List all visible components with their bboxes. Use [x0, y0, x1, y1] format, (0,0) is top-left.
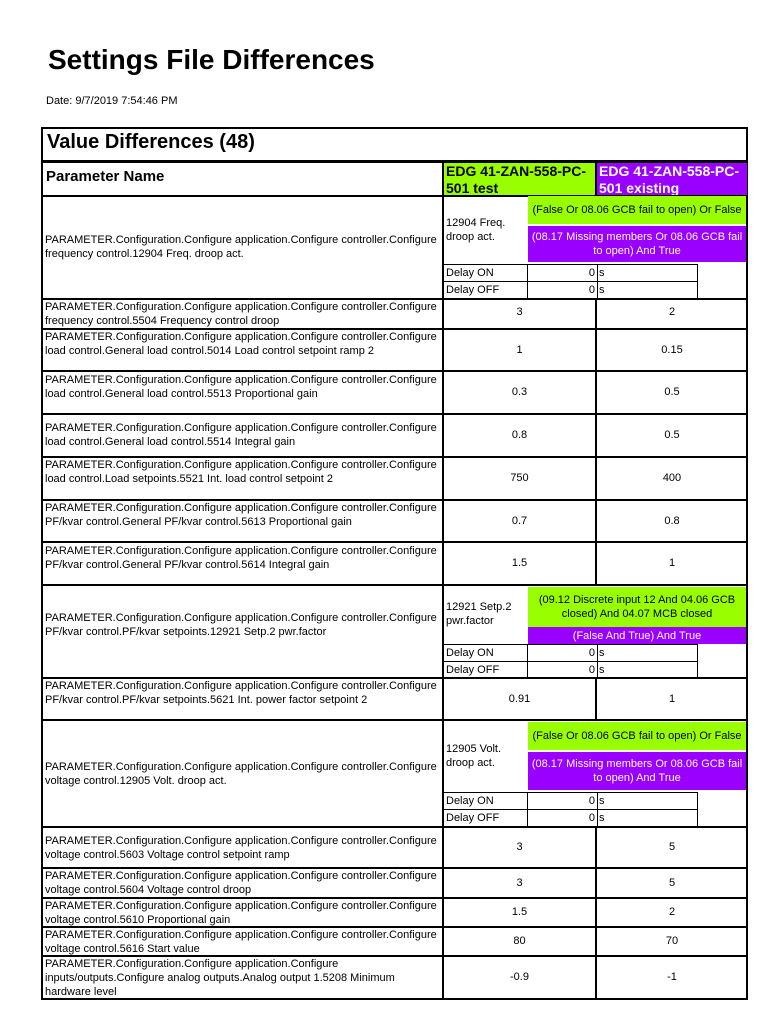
delay-off-value: 0 [588, 812, 595, 824]
test-value: 80 [513, 935, 526, 947]
logic-label: 12905 Volt. droop act. [446, 743, 502, 769]
parameter-name: PARAMETER.Configuration.Configure application.Configure controller.Configure load control.General load control.5014 Load control setpoint ramp 2 [45, 331, 437, 357]
row-divider [43, 719, 747, 721]
existing-value: 0.5 [664, 429, 680, 441]
existing-value: 1 [668, 557, 676, 569]
parameter-name: PARAMETER.Configuration.Configure application.Configure controller.Configure PF/kvar control.PF/kvar setpoints.12921 Setp.2 pwr.factor [45, 612, 437, 638]
existing-value: 0.5 [664, 386, 680, 398]
delay-divider [443, 809, 698, 810]
delay-divider [443, 281, 698, 282]
test-value: 750 [510, 472, 529, 484]
delay-off-unit: s [599, 812, 605, 824]
existing-value: 5 [668, 841, 676, 853]
parameter-name: PARAMETER.Configuration.Configure application.Configure controller.Configure voltage control.5616 Start value [45, 929, 437, 955]
delay-divider [527, 264, 528, 299]
existing-value: 0.15 [661, 344, 683, 356]
existing-expression: (08.17 Missing members Or 08.06 GCB fail to open) And True [528, 752, 746, 790]
parameter-name: PARAMETER.Configuration.Configure application.Configure controller.Configure voltage control.12905 Volt. droop act. [45, 761, 437, 787]
section-title: Value Differences (48) [47, 131, 255, 153]
delay-off-label: Delay OFF [446, 284, 500, 296]
existing-value: 70 [665, 935, 679, 947]
delay-off-label: Delay OFF [446, 812, 500, 824]
delay-on-value: 0 [588, 795, 595, 807]
row-divider [43, 541, 747, 543]
delay-off-label: Delay OFF [446, 664, 500, 676]
parameter-name: PARAMETER.Configuration.Configure application.Configure controller.Configure PF/kvar control.PF/kvar setpoints.5621 Int. power factor setpoint 2 [45, 680, 437, 706]
parameter-name: PARAMETER.Configuration.Configure application.Configure controller.Configure voltage control.5610 Proportional gain [45, 900, 437, 926]
test-value: 3 [516, 306, 523, 318]
test-expression: (09.12 Discrete input 12 And 04.06 GCB closed) And 04.07 MCB closed [528, 587, 746, 627]
parameter-name: PARAMETER.Configuration.Configure application.Configure controller.Configure voltage control.5604 Voltage control droop [45, 870, 437, 896]
delay-divider [597, 264, 598, 299]
delay-off-value: 0 [588, 664, 595, 676]
parameter-name: PARAMETER.Configuration.Configure application.Configure controller.Configure voltage control.5603 Voltage control setpoint ramp [45, 835, 437, 861]
test-value: 0.3 [511, 386, 528, 398]
test-value: 1 [516, 344, 523, 356]
delay-off-unit: s [599, 664, 605, 676]
column-header-parameter: Parameter Name [46, 168, 165, 185]
parameter-name: PARAMETER.Configuration.Configure application.Configure controller.Configure PF/kvar control.General PF/kvar control.5613 Proportional gain [45, 502, 437, 528]
test-value: 1.5 [511, 906, 528, 918]
delay-divider [527, 792, 528, 827]
parameter-name: PARAMETER.Configuration.Configure application.Configure inputs/outputs.Configure analog outputs.Analog output 1.5208 Minimum hardware level [45, 958, 395, 998]
test-value: 0.91 [508, 693, 531, 705]
test-value: 3 [516, 841, 523, 853]
existing-value: 1 [668, 693, 676, 705]
test-expression: (False Or 08.06 GCB fail to open) Or False [528, 722, 746, 750]
page-title: Settings File Differences [48, 44, 375, 75]
parameter-name: PARAMETER.Configuration.Configure application.Configure controller.Configure load control.Load setpoints.5521 Int. load control setpoint 2 [45, 459, 437, 485]
delay-off-value: 0 [588, 284, 595, 296]
existing-value: 400 [662, 472, 682, 484]
parameter-name: PARAMETER.Configuration.Configure application.Configure controller.Configure load control.General load control.5514 Integral gain [45, 422, 437, 448]
delay-on-value: 0 [588, 267, 595, 279]
delay-on-unit: s [599, 267, 605, 279]
test-expression: (False Or 08.06 GCB fail to open) Or False [528, 196, 746, 224]
existing-value: 5 [668, 877, 676, 889]
delay-on-label: Delay ON [446, 647, 494, 659]
delay-on-label: Delay ON [446, 267, 494, 279]
delay-divider [527, 644, 528, 679]
logic-label: 12904 Freq. droop act. [446, 217, 506, 243]
delay-divider [443, 661, 698, 662]
parameter-name: PARAMETER.Configuration.Configure application.Configure controller.Configure load control.General load control.5513 Proportional gain [45, 374, 437, 400]
test-value: 1.5 [511, 557, 528, 569]
logic-label: 12921 Setp.2 pwr.factor [446, 601, 512, 627]
delay-on-unit: s [599, 647, 605, 659]
test-value: 0.7 [511, 515, 528, 527]
row-divider [43, 413, 747, 415]
column-divider [595, 298, 597, 584]
delay-divider [597, 644, 598, 679]
test-value: 3 [516, 877, 523, 889]
row-divider [43, 370, 747, 372]
column-header-test: EDG 41-ZAN-558-PC-501 test [444, 163, 595, 195]
delay-off-unit: s [599, 284, 605, 296]
delay-divider [597, 792, 598, 827]
report-date: Date: 9/7/2019 7:54:46 PM [46, 95, 178, 107]
existing-value: 0.8 [664, 515, 680, 527]
delay-on-value: 0 [588, 647, 595, 659]
existing-value: 2 [668, 306, 676, 318]
test-value: -0.9 [510, 971, 529, 983]
existing-value: -1 [667, 971, 677, 983]
delay-on-unit: s [599, 795, 605, 807]
parameter-name: PARAMETER.Configuration.Configure application.Configure controller.Configure PF/kvar control.General PF/kvar control.5614 Integral gain [45, 545, 437, 571]
row-divider [43, 584, 747, 586]
existing-expression: (08.17 Missing members Or 08.06 GCB fail to open) And True [528, 226, 746, 262]
column-header-existing: EDG 41-ZAN-558-PC-501 existing [597, 163, 747, 195]
existing-value: 2 [668, 906, 676, 918]
test-value: 0.8 [511, 429, 528, 441]
parameter-name: PARAMETER.Configuration.Configure application.Configure controller.Configure frequency control.5504 Frequency control droop [45, 301, 437, 327]
parameter-name: PARAMETER.Configuration.Configure application.Configure controller.Configure frequency control.12904 Freq. droop act. [45, 234, 437, 260]
delay-on-label: Delay ON [446, 795, 494, 807]
existing-expression: (False And True) And True [528, 627, 746, 644]
